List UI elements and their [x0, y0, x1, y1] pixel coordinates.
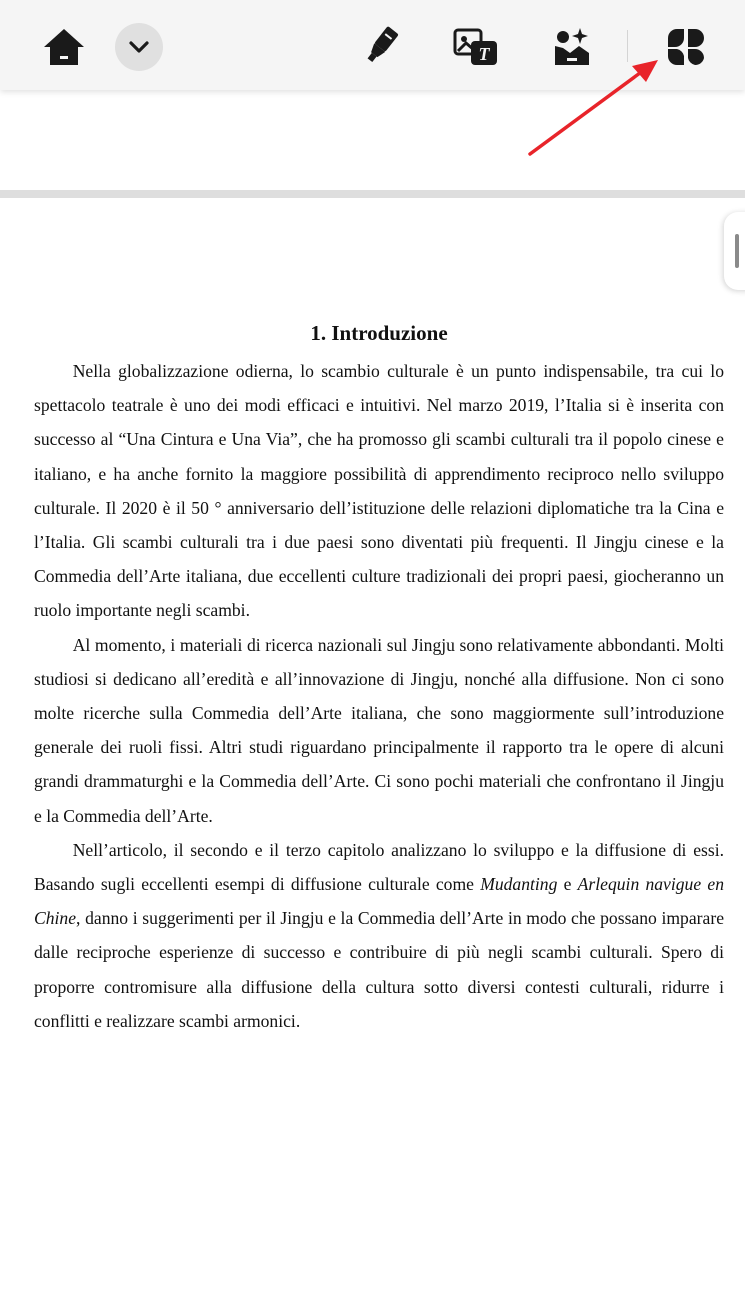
paragraph — [34, 354, 724, 628]
chevron-down-icon — [128, 40, 150, 54]
translate-icon — [453, 27, 499, 67]
paragraph-text: Al momento, i materiali di ricerca nazionali sul Jingju sono relativamente abbondanti. Molti studiosi si dedicano all’eredità e all’innovazione di Jingju, nonché alla diffusione. Non ci sono molte ricerche sulla Commedia dell’Arte italiana, che sono maggiormente sull’introduzione generale dei ruoli fissi. Altri studi riguardano principalmente il rapporto tra le opere di alcuni grandi drammaturghi e la Commedia dell’Arte. Ci sono pochi materiali che confrontano il Jingju e la Commedia dell’Arte. — [34, 634, 724, 826]
highlighter-button[interactable] — [358, 22, 404, 70]
italic-title: Arlequin navigue en Chine — [34, 874, 724, 929]
paragraph — [34, 628, 724, 833]
italic-title: Mudanting — [480, 874, 558, 895]
highlighter-icon — [361, 24, 401, 68]
translate-button[interactable] — [451, 24, 501, 70]
document-page — [0, 198, 745, 1295]
paragraph-text: Nella globalizzazione odierna, lo scambio culturale è un punto indispensabile, tra cui lo spettacolo teatrale è uno dei modi efficaci e intuitivi. Nel marzo 2019, l’Italia si è inserita con successo al “Una Cintura e Una Via”, che ha promosso gli scambi culturali tra il popolo cinese e italiano, e ha anche fornito la maggiore possibilità di apprendimento reciproco nello sviluppo culturale. Il 2020 è il 50 ° anniversario dell’istituzione delle relazioni diplomatiche tra la Cina e l’Italia. Gli scambi culturali tra i due paesi sono diventati più frequenti. Il Jingju cinese e la Commedia dell’Arte italiana, due eccellenti culture tradizionali dei propri paesi, giocheranno un ruolo importante negli scambi. — [34, 361, 724, 621]
paragraph-text: Nell’articolo, il secondo e il terzo capitolo analizzano lo sviluppo e la diffusione di essi. Basando sugli eccellenti esempi di diffusione culturale come — [34, 839, 724, 895]
page-separator — [0, 190, 745, 198]
home-icon — [42, 27, 86, 67]
paragraph-text: e — [557, 874, 578, 895]
svg-text:T: T — [478, 44, 490, 64]
scroll-grip[interactable] — [735, 234, 739, 268]
expand-menu-button[interactable] — [115, 23, 163, 71]
home-button[interactable] — [38, 24, 90, 70]
document-content — [34, 318, 724, 1038]
paragraph — [34, 833, 724, 1038]
section-heading: 1. Introduzione — [310, 321, 448, 345]
annotation-arrow — [520, 50, 670, 160]
apps-icon — [666, 27, 706, 67]
scroll-handle[interactable] — [724, 212, 745, 290]
paragraph-text: , danno i suggerimenti per il Jingju e la Commedia dell’Arte in modo che possano imparare dalle reciproche esperienze di successo e contribuire di più negli scambi culturali. Spero di proporre contromisure alla diffusione della cultura sotto diversi contesti culturali, ridurre i conflitti e realizzare scambi armonici. — [34, 908, 724, 1031]
